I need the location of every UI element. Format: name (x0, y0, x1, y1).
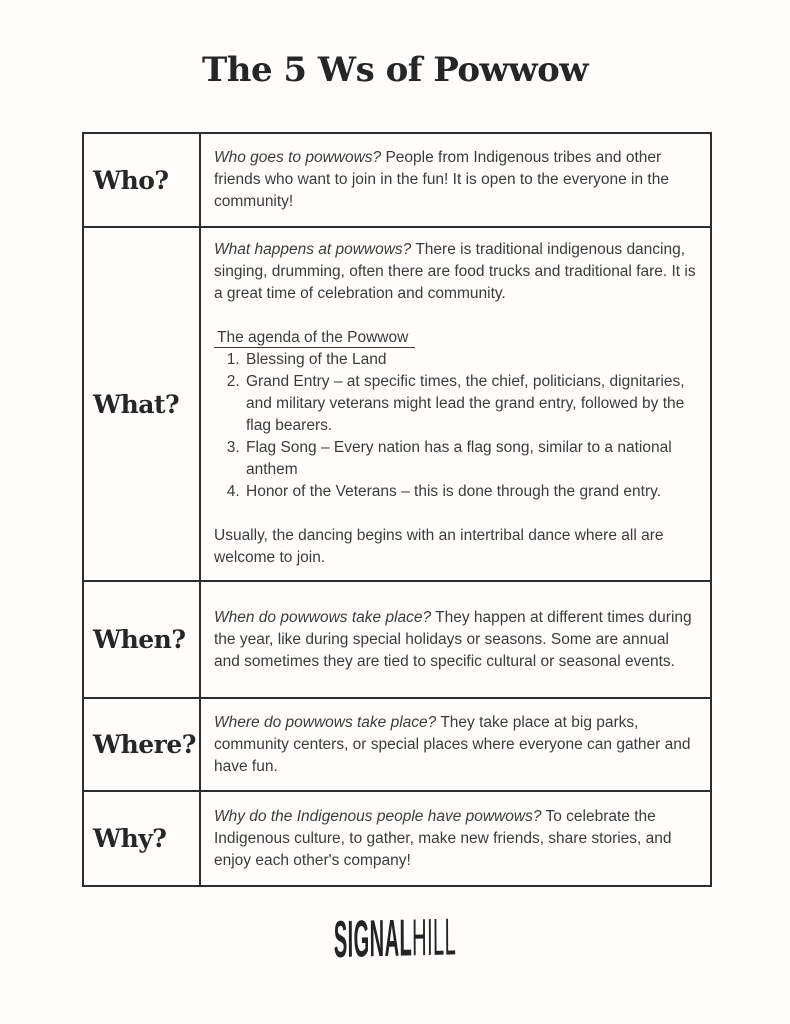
row-label-where: Where? (83, 698, 200, 791)
agenda-item: 3. Flag Song – Every nation has a flag song, similar to a national anthem (244, 437, 696, 481)
table-row-who (83, 133, 711, 227)
table-row-where (83, 698, 711, 791)
row-label-when: When? (83, 581, 200, 698)
agenda-item: 1. Blessing of the Land (244, 349, 696, 371)
row-content-where (200, 698, 711, 791)
logo-text-signal: SIGNAL (333, 908, 413, 969)
agenda-heading-line (214, 327, 696, 349)
page-footer (0, 907, 790, 971)
table-row-why (83, 791, 711, 886)
paragraph (214, 239, 696, 305)
row-label-why: Why? (83, 791, 200, 886)
agenda-heading: The agenda of the Powwow (214, 329, 415, 348)
paragraph (214, 147, 696, 213)
question-text: Why do the Indigenous people have powwows? (214, 807, 542, 825)
paragraph (214, 712, 696, 778)
paragraph (214, 806, 696, 872)
answer-text: To celebrate the Indigenous culture, to gather, make new friends, share stories, and enjoy each other's company! (214, 807, 672, 869)
answer-text: They happen at different times during the year, like during special holidays or seasons. Some are annual and sometimes they are tied to specific cultural or seasonal events. (214, 608, 692, 670)
question-text: Where do powwows take place? (214, 713, 437, 731)
question-text: What happens at powwows? (214, 241, 412, 258)
answer-text: There is traditional indigenous dancing, singing, drumming, often there are food trucks and traditional fare. It is a great time of celebration and community. (214, 241, 696, 302)
logo-text-hill: HILL (412, 907, 457, 967)
question-text: Who goes to powwows? (214, 149, 382, 166)
table-row-what (83, 227, 711, 581)
page-title: The 5 Ws of Powwow (201, 50, 589, 90)
question-text: When do powwows take place? (214, 608, 432, 626)
agenda-item: 2. Grand Entry – at specific times, the chief, politicians, dignitaries, and military veterans might lead the grand entry, followed by the flag bearers. (244, 371, 696, 437)
agenda-list (214, 349, 696, 503)
closing-text: Usually, the dancing begins with an intertribal dance where all are welcome to join. (214, 527, 664, 566)
agenda-item: 4. Honor of the Veterans – this is done through the grand entry. (244, 481, 696, 503)
answer-text: They take place at big parks, community centers, or special places where everyone can gather and have fun. (214, 713, 691, 775)
table-row-when (83, 581, 711, 698)
answer-text: People from Indigenous tribes and other friends who want to join in the fun! It is open to the everyone in the community! (214, 149, 669, 210)
row-content-who (200, 133, 711, 227)
row-label-who: Who? (83, 133, 200, 227)
row-label-what: What? (83, 227, 200, 581)
signal-hill-logo (334, 908, 457, 970)
row-content-what (200, 227, 711, 581)
document-page (0, 50, 790, 1024)
row-content-why (200, 791, 711, 886)
row-content-when (200, 581, 711, 698)
paragraph (214, 607, 696, 673)
five-ws-table (82, 132, 712, 887)
